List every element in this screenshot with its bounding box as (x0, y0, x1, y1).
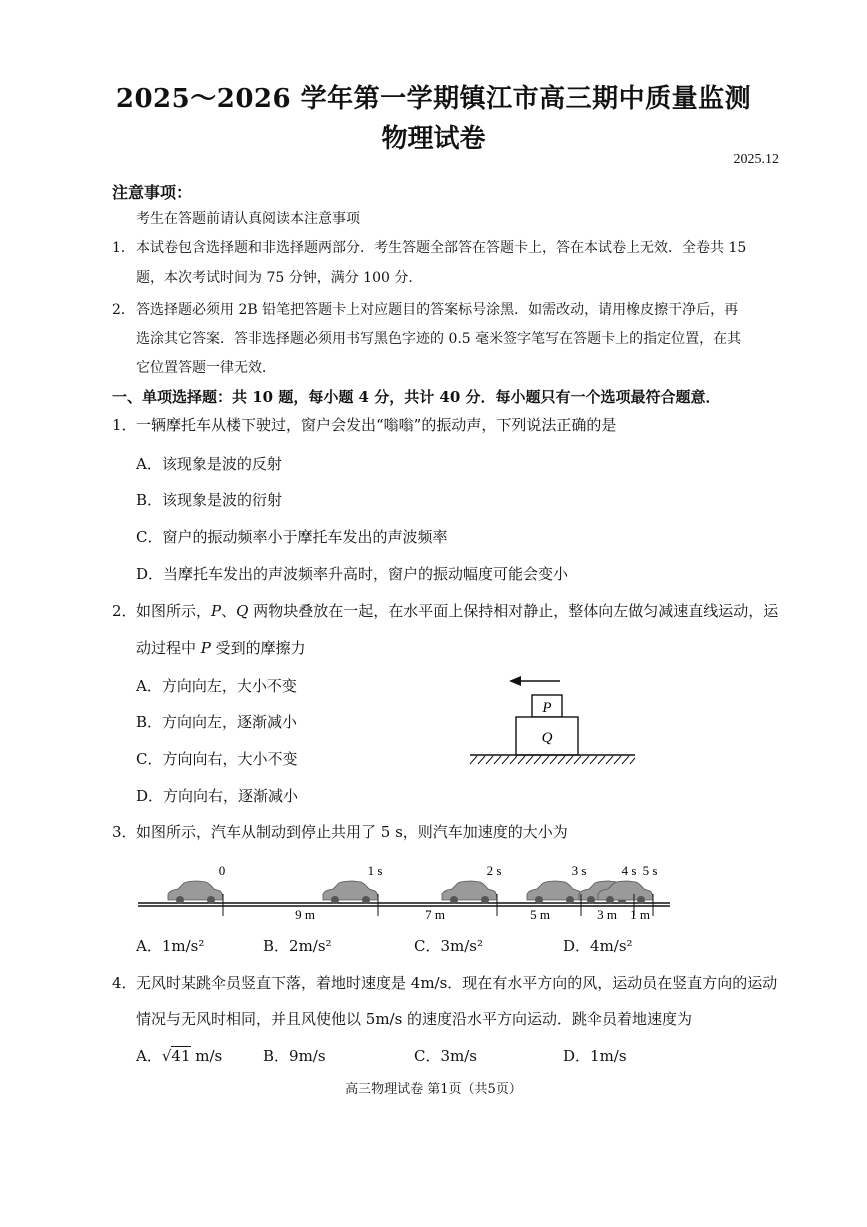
block-q-label: Q (541, 730, 553, 746)
q2-stem-separator: 、 (221, 602, 237, 620)
notice-item2-line2: 选涂其它答案．答非选择题必须用书写黑色字迹的 0.5 毫米签字笔写在答题卡上的指定位置，在其 (136, 331, 742, 347)
block-p-label: P (542, 700, 552, 716)
time-label-5s: 5 s (642, 863, 658, 878)
time-label-1s: 1 s (367, 863, 383, 878)
time-label-0: 0 (218, 863, 226, 878)
notice-item2-number: 2． (112, 302, 135, 318)
notice-item2-line3: 它位置答题一律无效． (136, 360, 276, 376)
page-footer: 高三物理试卷 第1页（共5页） (345, 1082, 522, 1097)
q2-stem-middle: 两物块叠放在一起，在水平面上保持相对静止，整体向左做匀减速直线运动，运 (248, 602, 779, 620)
q2-blocks-figure (465, 668, 645, 773)
q3-option-d: D．4m/s² (563, 937, 633, 955)
q4-option-d: D．1m/s (563, 1047, 627, 1065)
q2-stem-line2 (136, 634, 306, 662)
car-at-3s (527, 881, 582, 904)
notice-intro: 考生在答题前请认真阅读本注意事项 (136, 211, 360, 227)
notice-item1-line1: 本试卷包含选择题和非选择题两部分．考生答题全部答在答题卡上，答在本试卷上无效．全卷共 15 (136, 240, 747, 256)
q2-option-b: B．方向向左，逐渐减小 (136, 713, 298, 731)
q1-option-d: D．当摩托车发出的声波频率升高时，窗户的振动幅度可能会变小 (136, 565, 569, 583)
q2-stem-line2-prefix: 动过程中 (136, 639, 201, 657)
time-label-3s: 3 s (571, 863, 587, 878)
exam-date: 2025.12 (733, 152, 779, 167)
q2-option-a: A．方向向左，大小不变 (136, 677, 297, 695)
q4-option-a-radicand: 41 (171, 1047, 191, 1065)
q3-stem: 如图所示，汽车从制动到停止共用了 5 s，则汽车加速度的大小为 (136, 823, 568, 841)
q2-stem-line2-suffix: 受到的摩擦力 (210, 639, 306, 657)
notice-heading: 注意事项： (112, 183, 193, 202)
q2-stem-q: Q (236, 602, 249, 620)
q4-number: 4． (112, 974, 137, 992)
q3-option-b: B．2m/s² (263, 937, 332, 955)
q4-stem-line2: 情况与无风时相同，并且风使他以 5m/s 的速度沿水平方向运动．跳伞员着地速度为 (136, 1010, 693, 1028)
q2-stem-prefix: 如图所示， (136, 602, 212, 620)
q4-option-a-unit: m/s (190, 1047, 223, 1065)
distance-label-5: 1 m (630, 907, 650, 922)
q3-number: 3． (112, 823, 137, 841)
q3-option-a: A．1m/s² (136, 937, 205, 955)
q4-option-c: C．3m/s (414, 1047, 477, 1065)
car-at-2s (442, 881, 497, 904)
q4-option-a (136, 1042, 222, 1070)
notice-item1-number: 1． (112, 240, 135, 256)
q1-stem: 一辆摩托车从楼下驶过，窗户会发出“嗡嗡”的振动声，下列说法正确的是 (136, 416, 617, 434)
q4-option-a-letter: A． (136, 1047, 162, 1065)
notice-item1-line2: 题，本次考试时间为 75 分钟，满分 100 分． (136, 270, 423, 286)
q4-stem-line1: 无风时某跳伞员竖直下落，着地时速度是 4m/s．现在有水平方向的风，运动员在竖直方向的运动 (136, 974, 778, 992)
notice-item2-line1: 答选择题必须用 2B 铅笔把答题卡上对应题目的答案标号涂黑．如需改动，请用橡皮擦干净后，再 (136, 302, 739, 318)
q2-stem-line1 (136, 597, 778, 625)
distance-label-2: 7 m (425, 907, 445, 922)
time-label-4s: 4 s (621, 863, 637, 878)
q2-option-d: D．方向向右，逐渐减小 (136, 787, 299, 805)
q3-option-c: C．3m/s² (414, 937, 484, 955)
exam-title: 2025～2026 学年第一学期镇江市高三期中质量监测 (115, 84, 752, 114)
q1-option-a: A．该现象是波的反射 (136, 455, 282, 473)
left-arrow-icon (509, 676, 560, 686)
q2-option-c: C．方向向右，大小不变 (136, 750, 298, 768)
q4-option-b: B．9m/s (263, 1047, 326, 1065)
ground-hatching (470, 756, 635, 764)
q2-number: 2． (112, 602, 137, 620)
section-heading: 一、单项选择题：共 10 题，每小题 4 分，共计 40 分．每小题只有一个选项最符合题意． (112, 388, 721, 406)
q1-option-b: B．该现象是波的衍射 (136, 491, 283, 509)
exam-subject-title: 物理试卷 (381, 124, 486, 154)
q1-option-c: C．窗户的振动频率小于摩托车发出的声波频率 (136, 528, 448, 546)
distance-label-3: 5 m (530, 907, 550, 922)
car-at-1s (323, 881, 378, 904)
q1-number: 1． (112, 416, 137, 434)
car-at-0s (168, 881, 223, 904)
sqrt-symbol: √ (161, 1047, 172, 1065)
distance-label-4: 3 m (597, 907, 617, 922)
time-label-2s: 2 s (486, 863, 502, 878)
q2-stem-p: P (211, 602, 222, 620)
q2-stem-line2-p: P (200, 639, 211, 657)
distance-label-1: 9 m (295, 907, 315, 922)
q3-car-braking-figure (135, 860, 675, 926)
